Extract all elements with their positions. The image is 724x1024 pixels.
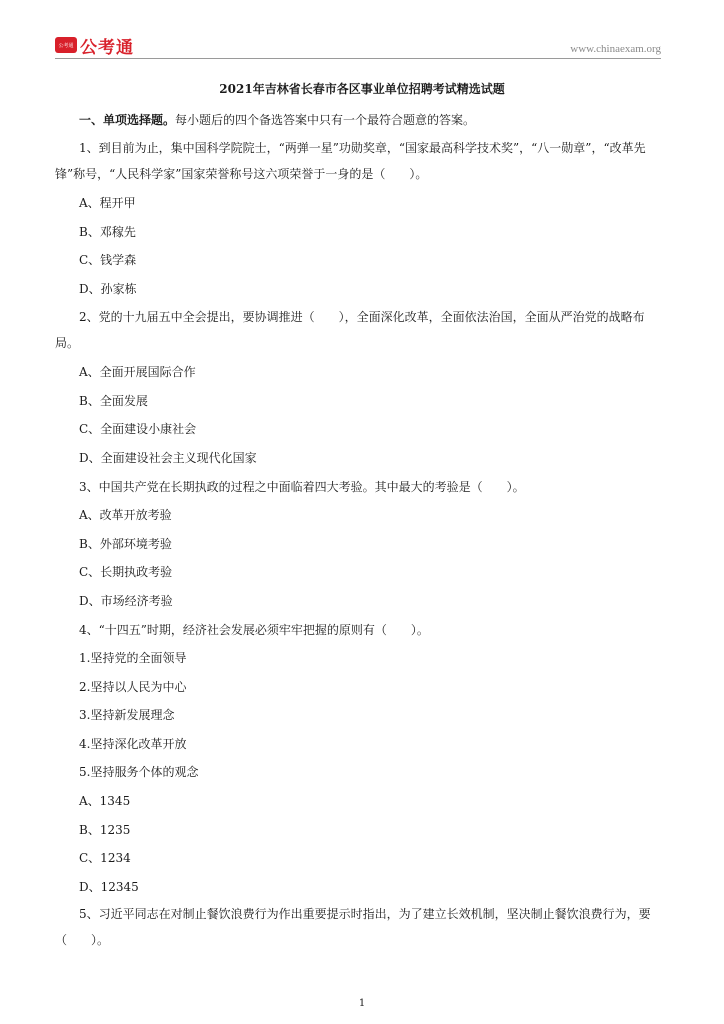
page-number: 1 [358, 998, 366, 1009]
question-2-option-c: C、全面建设小康社会 [79, 422, 197, 437]
question-4-option-d: D、12345 [79, 879, 139, 894]
section-title: 一、单项选择题。 [79, 113, 176, 127]
question-5-stem: 5、习近平同志在对制止餐饮浪费行为作出重要提示时指出，为了建立长效机制，坚决制止餐饮浪费行为，要（ ）。 [55, 907, 651, 948]
question-3-option-b: B、外部环境考验 [79, 536, 172, 551]
question-3-option-a: A、改革开放考验 [79, 508, 172, 523]
question-4-option-c: C、1234 [79, 851, 131, 866]
question-2-option-a: A、全面开展国际合作 [79, 365, 196, 380]
section-heading [55, 106, 667, 135]
question-4-stem: 4、“十四五”时期，经济社会发展必须牢牢把握的原则有（ ）。 [79, 622, 429, 637]
document-body [55, 106, 667, 956]
question-3-option-c: C、长期执政考验 [79, 565, 173, 580]
question-3-option-d: D、市场经济考验 [79, 593, 173, 608]
question-2-option-d: D、全面建设社会主义现代化国家 [79, 450, 257, 465]
header-divider [55, 58, 661, 59]
question-4-option-b: B、1235 [79, 822, 131, 837]
question-4-item-3: 3.坚持新发展理念 [79, 708, 175, 723]
logo-text: 公考通 [80, 37, 134, 58]
section-instruction: 每小题后的四个备选答案中只有一个最符合题意的答案。 [175, 113, 476, 127]
question-4-item-4: 4.坚持深化改革开放 [79, 736, 187, 751]
question-1-option-a: A、程开甲 [79, 196, 136, 211]
document-title: 2021年吉林省长春市各区事业单位招聘考试精选试题 [219, 82, 505, 96]
logo-badge-icon: 公考通 [55, 37, 77, 53]
logo [55, 34, 134, 56]
question-1-option-d: D、孙家栋 [79, 281, 137, 296]
site-url[interactable]: www.chinaexam.org [570, 43, 661, 55]
page-header [55, 34, 661, 58]
question-4-item-2: 2.坚持以人民为中心 [79, 679, 187, 694]
question-3-stem: 3、中国共产党在长期执政的过程之中面临着四大考验。其中最大的考验是（ ）。 [79, 479, 525, 494]
question-4-item-1: 1.坚持党的全面领导 [79, 651, 187, 666]
question-4-option-a: A、1345 [79, 794, 131, 809]
question-1-option-b: B、邓稼先 [79, 224, 136, 239]
question-4-item-5: 5.坚持服务个体的观念 [79, 765, 199, 780]
question-2-stem: 2、党的十九届五中全会提出，要协调推进（ ），全面深化改革，全面依法治国，全面从严治党的战略布局。 [55, 309, 645, 350]
question-1-stem: 1、到目前为止，集中国科学院院士，“两弹一星”功勋奖章，“国家最高科学技术奖”，“八一勋章”，“改革先锋”称号，“人民科学家”国家荣誉称号这六项荣誉于一身的是（ ）。 [55, 140, 646, 181]
question-2-option-b: B、全面发展 [79, 393, 148, 408]
question-1-option-c: C、钱学森 [79, 253, 137, 268]
